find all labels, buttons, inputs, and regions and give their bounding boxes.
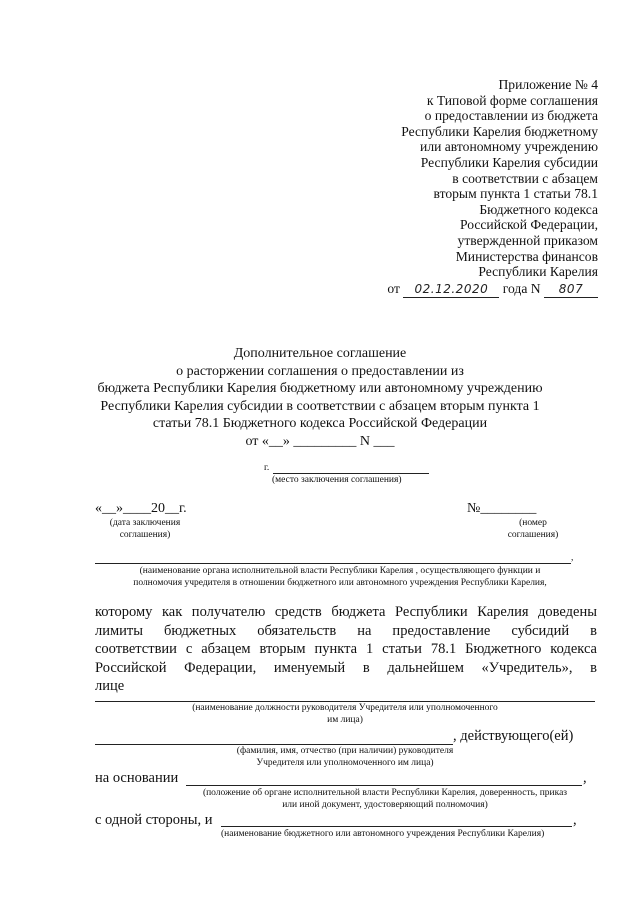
number-caption-line: соглашения): [507, 529, 559, 540]
header-line: Российской Федерации,: [460, 217, 598, 233]
paragraph-line: которому как получателю средств бюджета Республики Карелия доведены: [95, 604, 597, 620]
name-caption-line: Учредителя или уполномоченного им лица): [256, 757, 434, 768]
handwritten-date: 02.12.2020: [403, 282, 499, 299]
place-prefix: г.: [264, 463, 270, 473]
title-date-line: от «__» _________ N ___: [245, 433, 395, 449]
header-line: Республики Карелия бюджетному: [401, 123, 598, 139]
name-field[interactable]: [95, 744, 453, 745]
number-caption-line: (номер: [519, 518, 547, 528]
paragraph-line: соответствии с абзацем вторым пункта 1 статьи 78.1 Бюджетного кодекса: [95, 641, 597, 657]
paragraph-line: лимиты бюджетных обязательств на предоставление субсидий в: [95, 622, 597, 639]
organ-caption: [97, 566, 583, 589]
paragraph-line: Российской Федерации, именуемый в дальнейшем «Учредитель», в: [95, 659, 597, 676]
place-field[interactable]: [273, 473, 429, 474]
agreement-date-field[interactable]: «__»____20__г.: [95, 501, 187, 516]
position-field[interactable]: [95, 701, 595, 702]
title-line: о расторжении соглашения о предоставлении из: [176, 363, 464, 379]
place-caption: (место заключения соглашения): [272, 475, 402, 485]
institution-comma: ,: [573, 812, 577, 828]
organ-caption-line: (наименование органа исполнительной власти Республики Карелия , осуществляющего функции и: [139, 566, 541, 576]
header-line: вторым пункта 1 статьи 78.1: [433, 186, 598, 202]
header-line: Министерства финансов: [455, 248, 598, 264]
title-line: бюджета Республики Карелия бюджетному или автономному учреждению: [97, 381, 543, 396]
basis-field[interactable]: [186, 785, 582, 786]
header-line: Бюджетного кодекса: [479, 201, 598, 217]
header-line: Республики Карелия: [478, 264, 598, 280]
date-caption-line: (дата заключения: [109, 518, 181, 528]
year-label: года N: [502, 280, 541, 296]
title-line: Дополнительное соглашение: [233, 346, 407, 361]
position-caption-line: им лица): [327, 714, 363, 725]
date-caption: [104, 518, 186, 541]
basis-caption-line: или иной документ, удостоверяющий полномочия): [282, 799, 488, 810]
name-caption-line: (фамилия, имя, отчество (при наличии) руководителя: [236, 746, 454, 756]
position-caption-line: (наименование должности руководителя Учредителя или уполномоченного: [192, 703, 498, 713]
number-caption: [496, 518, 570, 541]
organ-caption-line: полномочия учредителя в отношении бюджетного или автономного учреждения Республики Карелия,: [133, 577, 547, 588]
organ-comma: ,: [571, 553, 574, 563]
header-line: или автономному учреждению: [420, 139, 598, 155]
institution-caption: (наименование бюджетного или автономного учреждения Республики Карелия): [221, 829, 545, 839]
header-line: к Типовой форме соглашения: [426, 92, 598, 108]
basis-caption: [150, 788, 620, 811]
position-caption: [95, 703, 595, 726]
institution-field[interactable]: [221, 826, 572, 827]
paragraph-last-line: лице: [95, 678, 125, 694]
header-line: Приложение № 4: [498, 77, 598, 92]
header-line: в соответствии с абзацем: [452, 170, 598, 186]
name-caption: [95, 746, 595, 769]
date-caption-line: соглашения): [119, 529, 171, 540]
acting-label: , действующего(ей): [453, 728, 574, 744]
appendix-header: [387, 77, 598, 298]
document-title: [0, 345, 640, 450]
organ-field[interactable]: [95, 563, 571, 564]
basis-caption-line: (положение об органе исполнительной власти Республики Карелия, доверенность, приказ: [202, 788, 568, 798]
header-line: утвержденной приказом: [457, 232, 598, 248]
date-prefix: от: [387, 280, 400, 296]
title-line: Республики Карелия субсидии в соответствии с абзацем вторым пункта 1: [100, 398, 540, 414]
main-paragraph: [95, 603, 597, 696]
basis-comma: ,: [583, 770, 587, 786]
handwritten-number: 807: [544, 282, 598, 299]
other-side-label: с одной стороны, и: [95, 812, 213, 828]
header-line: о предоставлении из бюджета: [424, 108, 598, 124]
header-line: Республики Карелия субсидии: [420, 154, 598, 170]
header-date-line: [387, 281, 598, 299]
basis-label: на основании: [95, 770, 179, 786]
agreement-number-field[interactable]: №________: [467, 501, 537, 516]
title-line: статьи 78.1 Бюджетного кодекса Российской Федерации: [152, 416, 488, 431]
